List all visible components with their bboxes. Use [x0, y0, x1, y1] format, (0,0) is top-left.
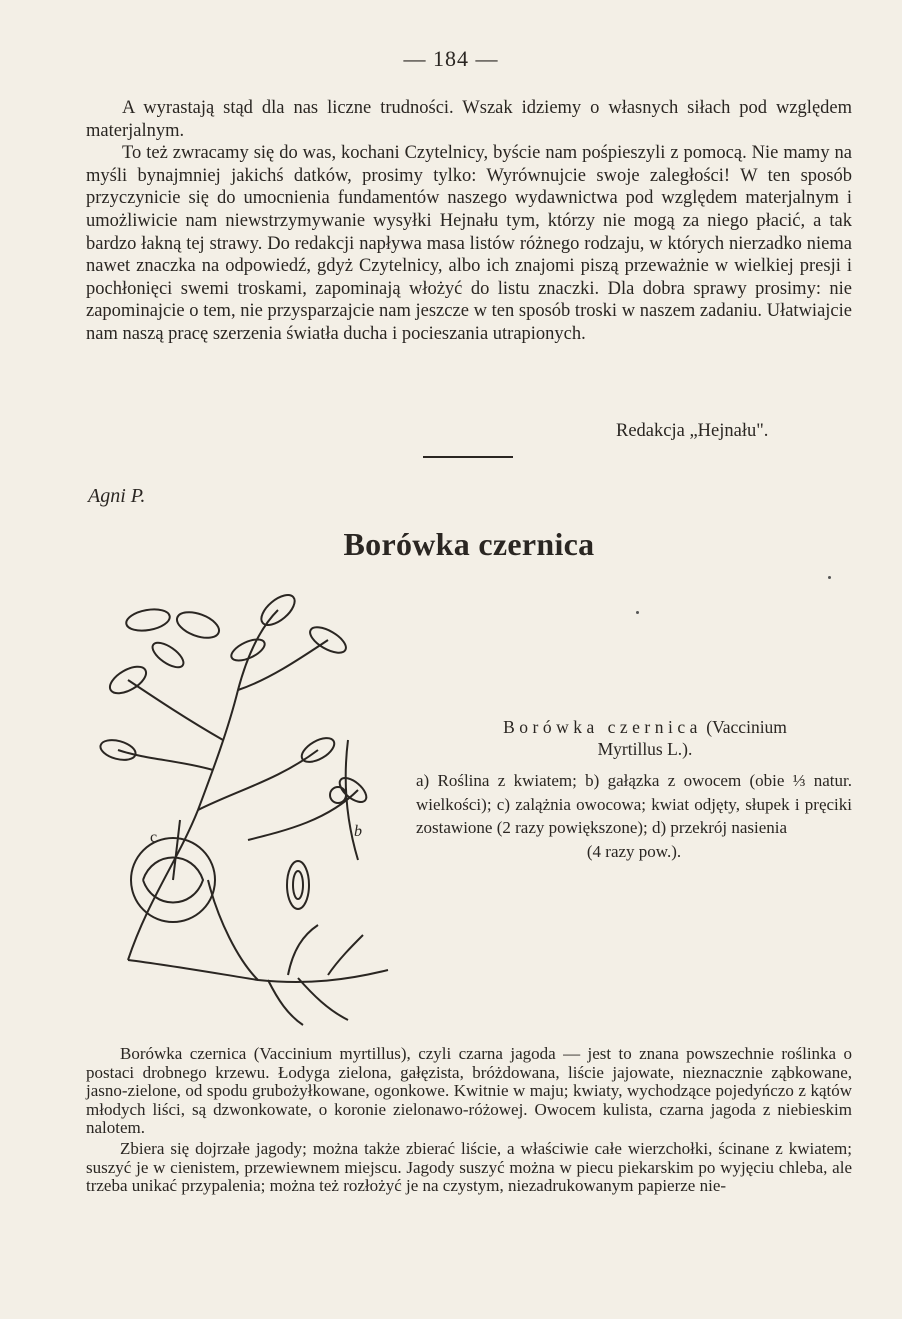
caption-latin-part-2: Myrtillus L.).: [597, 739, 693, 759]
caption-magnification: (4 razy pow.).: [586, 841, 682, 861]
paragraph: To też zwracamy się do was, kochani Czytelnicy, byście nam pośpieszyli z pomocą. Nie mamy na myśli bynajmniej jakichś datków, prosimy tylko: Wyrównujcie swoje zaległości! W ten sposób przyczynicie się do umocnienia fundamentów naszego wydawnictwa pod względem materjalnym i umożliwicie nam niewstrzymywanie wysyłki Hejnału tym, którzy nie mogą za niego płacić, a tak bardzo łakną tej strawy. Do redakcji napływa masa listów różnego rodzaju, w których nierzadko niema nawet znaczka na odpowiedź, gdyż Czytelnicy, albo ich znajomi piszą przeważnie w wielkiej presji i pochłonięci swemi troskami, zapominają włożyć do listu znaczki. Dla dobra sprawy prosimy: nie zapominajcie o tem, nie przysparzajcie nam jeszcze w ten sposób troski w naszem zadaniu. Ułatwiajcie nam naszą pracę szerzenia światła ducha i pocieszania utrapionych.: [86, 143, 852, 344]
caption-latin-part-1: (Vaccinium: [706, 717, 787, 737]
editorial-text: [86, 97, 852, 346]
print-speck: [828, 576, 831, 579]
caption-description: a) Roślina z kwiatem; b) gałązka z owocem (obie ⅓ natur. wielkości); c) zalążnia owocowa; kwiat odjęty, słupek i pręciki zostawione (2 razy powiększone); d) przekrój nasienia: [416, 771, 852, 837]
paragraph: A wyrastają stąd dla nas liczne trudności. Wszak idziemy o własnych siłach pod względem materjalnym.: [86, 98, 852, 141]
print-speck: [636, 611, 639, 614]
figure-caption-body: [416, 769, 852, 863]
figure-caption-heading: [460, 716, 830, 760]
editorial-signature: Redakcja „Hejnału".: [616, 421, 769, 441]
caption-plant-name: Borówka czernica: [503, 717, 702, 737]
paragraph: Borówka czernica (Vaccinium myrtillus), czyli czarna jagoda — jest to znana powszechnie roślinka o postaci drobnego krzewu. Łodyga zielona, gałęzista, bróżdowana, liście jajowate, nieznacznie ząbkowane, jasno-zielone, od spodu grubożyłkowane, ogonkowe. Kwitnie w maju; kwiaty, wychodzące pojedyńczo z kątów młodych liści, są dzwonkowate, o koronie zielonawo-różowej. Owocem kulista, czarna jagoda z niebieskim nalotem.: [86, 1044, 852, 1138]
figure-label-b: b: [354, 823, 362, 840]
blueberry-plant-illustration: [88, 580, 400, 1030]
article-title: Borówka czernica: [343, 526, 595, 562]
figure-label-c: c: [150, 829, 158, 846]
section-divider: [423, 456, 513, 458]
page-number: — 184 —: [403, 46, 499, 71]
paragraph: Zbiera się dojrzałe jagody; można także zbierać liście, a właściwie całe wierzchołki, ścinane z kwiatem; suszyć je w cienistem, przewiewnem miejscu. Jagody suszyć można w piecu piekarskim po wyjęciu chleba, ale trzeba unikać przypalenia; można też rozłożyć je na czystym, niezadrukowanym papierze nie-: [86, 1138, 852, 1196]
article-author: Agni P.: [88, 485, 146, 507]
article-body: [86, 1045, 852, 1198]
